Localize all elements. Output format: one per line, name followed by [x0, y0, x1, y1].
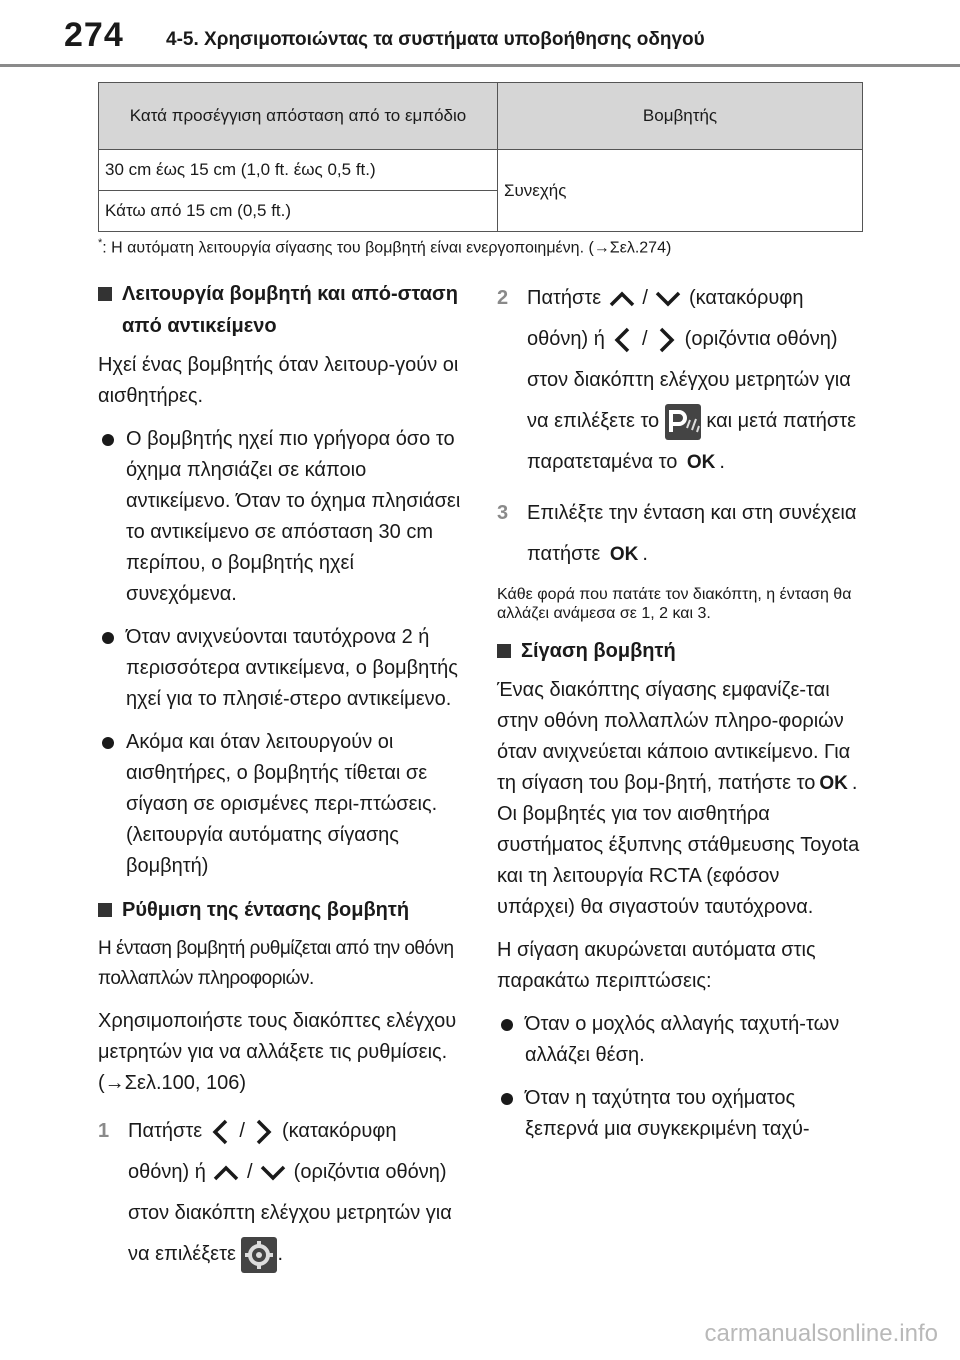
square-bullet-icon	[98, 903, 112, 917]
table-footnote: *: Η αυτόματη λειτουργία σίγασης του βομβητή είναι ενεργοποιημένη. (→Σελ.274)	[98, 237, 672, 257]
section-title: 4-5. Χρησιμοποιώντας τα συστήματα υποβοήθησης οδηγού	[166, 29, 705, 50]
step-2: 2 Πατήστε / (κατακόρυφη οθόνη) ή / (οριζόντια οθόνη) στον διακόπτη ελέγχου μετρητών για να επιλέξετε το και μετά πατήστε παρατεταμένα το OK .	[497, 287, 857, 473]
table-row: Κάτω από 15 cm (0,5 ft.)	[99, 191, 498, 232]
chevron-right-icon	[653, 326, 679, 354]
note: Κάθε φορά που πατάτε τον διακόπτη, η ένταση θα αλλάζει ανάμεσα σε 1, 2 και 3.	[497, 586, 852, 622]
chevron-down-icon	[653, 288, 683, 310]
bullet-dot-icon	[102, 632, 114, 644]
list-item: Ο βομβητής ηχεί πιο γρήγορα όσο το όχημα πλησιάζει σε κάποιο αντικείμενο. Όταν το όχημα πλησιάσει το αντικείμενο σε απόσταση 30 cm περίπου, ο βομβητής ηχεί συνεχόμενα.	[98, 424, 463, 610]
section-heading: Σίγαση βομβητή	[497, 635, 862, 667]
bullet-dot-icon	[102, 737, 114, 749]
page-number: 274	[64, 16, 124, 54]
parking-sensor-icon	[665, 404, 701, 440]
ok-button-label: OK	[819, 773, 848, 794]
chevron-right-icon	[250, 1118, 276, 1146]
chevron-left-icon	[610, 326, 636, 354]
chevron-left-icon	[208, 1118, 234, 1146]
list-item: Όταν ανιχνεύονται ταυτόχρονα 2 ή περισσότερα αντικείμενα, ο βομβητής ηχεί για το πλησιέ-στερο αντικείμενο.	[98, 622, 463, 715]
chevron-up-icon	[607, 288, 637, 310]
bullet-dot-icon	[102, 434, 114, 446]
section-heading: Λειτουργία βομβητή και από-σταση από αντικείμενο	[98, 278, 463, 342]
paragraph: Η ένταση βομβητή ρυθμίζεται από την οθόνη πολλαπλών πληροφοριών.	[98, 938, 454, 989]
square-bullet-icon	[497, 644, 511, 658]
bullet-dot-icon	[501, 1093, 513, 1105]
list-item: Όταν ο μοχλός αλλαγής ταχυτή-των αλλάζει θέση.	[497, 1009, 862, 1071]
table-row: 30 cm έως 15 cm (1,0 ft. έως 0,5 ft.)	[99, 150, 498, 191]
step-3: 3 Επιλέξτε την ένταση και στη συνέχεια πατήστε OK .	[497, 502, 857, 565]
ok-button-label: OK	[686, 452, 716, 473]
left-column	[98, 278, 463, 1285]
list-item: Ακόμα και όταν λειτουργούν οι αισθητήρες, ο βομβητής τίθεται σε σίγαση σε ορισμένες περι-πτώσεις. (λειτουργία αυτόματης σίγασης βομβητή)	[98, 727, 463, 882]
watermark: carmanualsonline.info	[704, 1320, 938, 1347]
section-heading: Ρύθμιση της έντασης βομβητή	[98, 894, 463, 926]
distance-table	[98, 82, 863, 232]
paragraph: Χρησιμοποιήστε τους διακόπτες ελέγχου μετρητών για να αλλάξετε τις ρυθμίσεις. (→Σελ.100, 106)	[98, 1010, 457, 1094]
step-1: 1 Πατήστε / (κατακόρυφη οθόνη) ή / (οριζόντια οθόνη) στον διακόπτη ελέγχου μετρητών για να επιλέξετε .	[98, 1111, 463, 1275]
paragraph: Ένας διακόπτης σίγασης εμφανίζε-ται στην οθόνη πολλαπλών πληρο-φοριών όταν ανιχνεύεται κάποιο αντικείμενο. Για τη σίγαση του βομ-βητή, πατήστε το OK . Οι βομβητές για τον αισθητήρα συστήματος έξυπνης στάθμευσης Toyota και τη λειτουργία RCTA (εφόσον υπάρχει) θα σιγαστούν ταυτόχρονα.	[497, 679, 860, 918]
settings-gear-icon	[241, 1237, 277, 1273]
chevron-up-icon	[211, 1162, 241, 1184]
paragraph: Η σίγαση ακυρώνεται αυτόματα στις παρακάτω περιπτώσεις:	[497, 939, 816, 992]
bullet-dot-icon	[501, 1019, 513, 1031]
chevron-down-icon	[258, 1162, 288, 1184]
table-cell-buzzer-value: Συνεχής	[498, 150, 863, 232]
paragraph: Ηχεί ένας βομβητής όταν λειτουρ-γούν οι αισθητήρες.	[98, 354, 459, 407]
list-item: Όταν η ταχύτητα του οχήματος ξεπερνά μια συγκεκριμένη ταχύ-	[497, 1083, 862, 1145]
table-header-distance: Κατά προσέγγιση απόσταση από το εμπόδιο	[99, 83, 498, 150]
table-header-buzzer: Βομβητής	[498, 83, 863, 150]
right-column	[497, 278, 862, 1157]
header-divider	[0, 64, 960, 67]
ok-button-label: OK	[609, 544, 639, 565]
square-bullet-icon	[98, 287, 112, 301]
